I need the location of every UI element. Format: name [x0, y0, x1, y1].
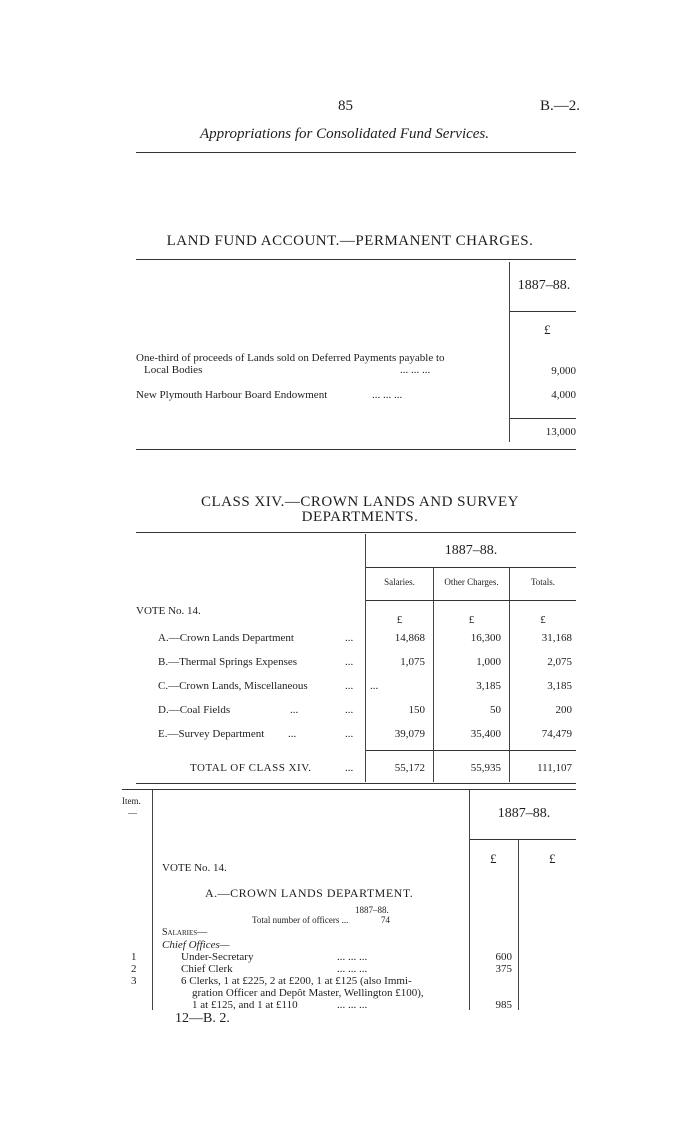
class-xiv-row-c-label: C.—Crown Lands, Miscellaneous — [158, 680, 308, 692]
detail-amount-column-rule-2 — [518, 840, 519, 1010]
class-xiv-row-a-leader: ... — [345, 632, 354, 644]
land-fund-currency: £ — [544, 322, 551, 337]
detail-item-header-dash: — — [128, 808, 137, 818]
detail-vote-label: VOTE No. 14. — [162, 862, 227, 874]
col-header-totals: Totals. — [530, 577, 556, 587]
document-reference: B.—2. — [540, 98, 581, 114]
land-fund-row-2-label: New Plymouth Harbour Board Endowment — [136, 389, 328, 401]
land-fund-title: LAND FUND ACCOUNT.—PERMANENT CHARGES. — [166, 233, 534, 249]
class-xiv-header-rule — [366, 600, 576, 601]
class-xiv-row-a-total: 31,168 — [541, 632, 572, 644]
class-xiv-row-b-leader: ... — [345, 656, 354, 668]
class-xiv-row-c-total: 3,185 — [547, 680, 572, 692]
detail-officers-year: 1887–88. — [355, 905, 389, 915]
detail-chief-offices: Chief Offices— — [162, 939, 230, 951]
class-xiv-row-b-other: 1,000 — [476, 656, 501, 668]
header-rule — [136, 152, 576, 153]
detail-department-title: A.—CROWN LANDS DEPARTMENT. — [205, 886, 414, 900]
class-xiv-bottom-rule — [136, 783, 576, 784]
detail-year-rule — [470, 839, 576, 840]
detail-item-header: Item. — [122, 796, 141, 806]
land-fund-row-1-amount: 9,000 — [551, 365, 576, 377]
class-xiv-row-d-other: 50 — [490, 704, 501, 716]
class-xiv-total-leader: ... — [345, 762, 354, 774]
detail-item-3-label-cont: gration Officer and Depôt Master, Wellington £100), — [192, 987, 424, 999]
footer-signature: 12—B. 2. — [175, 1011, 230, 1026]
class-xiv-row-e-other: 35,400 — [470, 728, 501, 740]
class-xiv-title: CLASS XIV.—CROWN LANDS AND SURVEY — [201, 494, 519, 510]
detail-item-3-label: 6 Clerks, 1 at £225, 2 at £200, 1 at £125 (also Immi- — [181, 975, 412, 987]
class-xiv-row-e-total: 74,479 — [541, 728, 572, 740]
class-xiv-row-a-other: 16,300 — [470, 632, 501, 644]
land-fund-row-1-leaders: ... ... ... — [400, 364, 431, 376]
land-fund-row-2-amount: 4,000 — [551, 389, 576, 401]
class-xiv-currency-totals: £ — [540, 614, 546, 626]
land-fund-bottom-rule — [136, 449, 576, 450]
class-xiv-row-e-leader: ... — [345, 728, 354, 740]
class-xiv-top-rule — [136, 532, 576, 533]
class-xiv-total-totals: 111,107 — [537, 762, 572, 774]
class-xiv-year-rule — [366, 567, 576, 568]
detail-item-3-leaders: ... ... ... — [337, 999, 368, 1011]
land-fund-top-rule — [136, 259, 576, 260]
class-xiv-row-e-label: E.—Survey Department — [158, 728, 265, 740]
detail-officers-label: Total number of officers ... — [252, 915, 349, 925]
class-xiv-subtotal-rule — [366, 750, 576, 751]
class-xiv-title-cont: DEPARTMENTS. — [301, 509, 419, 525]
class-xiv-currency-other: £ — [468, 614, 475, 626]
class-xiv-row-c-leader: ... — [345, 680, 354, 692]
land-fund-total-rule — [510, 418, 576, 419]
class-xiv-total-label: TOTAL OF CLASS XIV. — [190, 762, 312, 774]
class-xiv-row-b-total: 2,075 — [547, 656, 572, 668]
class-xiv-row-d-mid-leader: ... — [290, 704, 299, 716]
detail-item-1-amount: 600 — [495, 951, 512, 963]
class-xiv-row-e-salaries: 39,079 — [394, 728, 425, 740]
detail-item-2-leaders: ... ... ... — [337, 963, 368, 975]
class-xiv-row-b-salaries: 1,075 — [400, 656, 425, 668]
class-xiv-row-c-other: 3,185 — [476, 680, 501, 692]
class-xiv-year: 1887–88. — [444, 543, 498, 558]
class-xiv-vote-label: VOTE No. 14. — [136, 605, 201, 617]
detail-item-3-label-cont-2: 1 at £125, and 1 at £110 — [192, 999, 298, 1011]
class-xiv-total-salaries: 55,172 — [394, 762, 425, 774]
col-header-salaries: Salaries. — [384, 577, 415, 587]
class-xiv-row-d-label: D.—Coal Fields — [158, 704, 231, 716]
land-fund-year-rule — [510, 311, 576, 312]
class-xiv-currency-salaries: £ — [396, 614, 403, 626]
detail-top-rule — [122, 789, 576, 790]
class-xiv-row-a-label: A.—Crown Lands Department — [158, 632, 294, 644]
land-fund-row-1-label: One-third of proceeds of Lands sold on Deferred Payments payable to — [136, 352, 445, 364]
col-header-other-charges: Other Charges. — [444, 577, 499, 587]
class-xiv-row-d-leader: ... — [345, 704, 354, 716]
detail-currency-2: £ — [549, 851, 556, 866]
detail-item-1-number: 1 — [131, 951, 137, 963]
detail-item-2-amount: 375 — [495, 963, 512, 975]
class-xiv-row-e-mid-leader: ... — [288, 728, 297, 740]
land-fund-row-1-label-cont: Local Bodies — [144, 364, 203, 376]
land-fund-row-2-leaders: ... ... ... — [372, 389, 403, 401]
detail-item-2-label: Chief Clerk — [181, 963, 233, 975]
detail-item-column-rule — [152, 790, 153, 1010]
class-xiv-row-d-total: 200 — [555, 704, 572, 716]
page-subtitle: Appropriations for Consolidated Fund Services. — [200, 126, 490, 142]
detail-currency-1: £ — [490, 851, 497, 866]
class-xiv-row-b-label: B.—Thermal Springs Expenses — [158, 656, 298, 668]
detail-officers-count: 74 — [381, 915, 390, 925]
class-xiv-row-c-salaries: ... — [370, 680, 379, 692]
land-fund-year: 1887–88. — [517, 278, 571, 293]
detail-item-3-number: 3 — [131, 975, 137, 987]
detail-item-3-amount: 985 — [495, 999, 512, 1011]
detail-item-1-leaders: ... ... ... — [337, 951, 368, 963]
land-fund-column-rule — [509, 262, 510, 442]
class-xiv-row-a-salaries: 14,868 — [394, 632, 425, 644]
page-number: 85 — [338, 98, 353, 114]
detail-item-2-number: 2 — [131, 963, 137, 975]
detail-year: 1887–88. — [497, 806, 551, 821]
land-fund-total: 13,000 — [545, 426, 576, 438]
detail-salaries-heading: Salaries— — [162, 927, 208, 938]
detail-item-1-label: Under-Secretary — [181, 951, 254, 963]
class-xiv-row-d-salaries: 150 — [408, 704, 425, 716]
class-xiv-total-other: 55,935 — [470, 762, 501, 774]
